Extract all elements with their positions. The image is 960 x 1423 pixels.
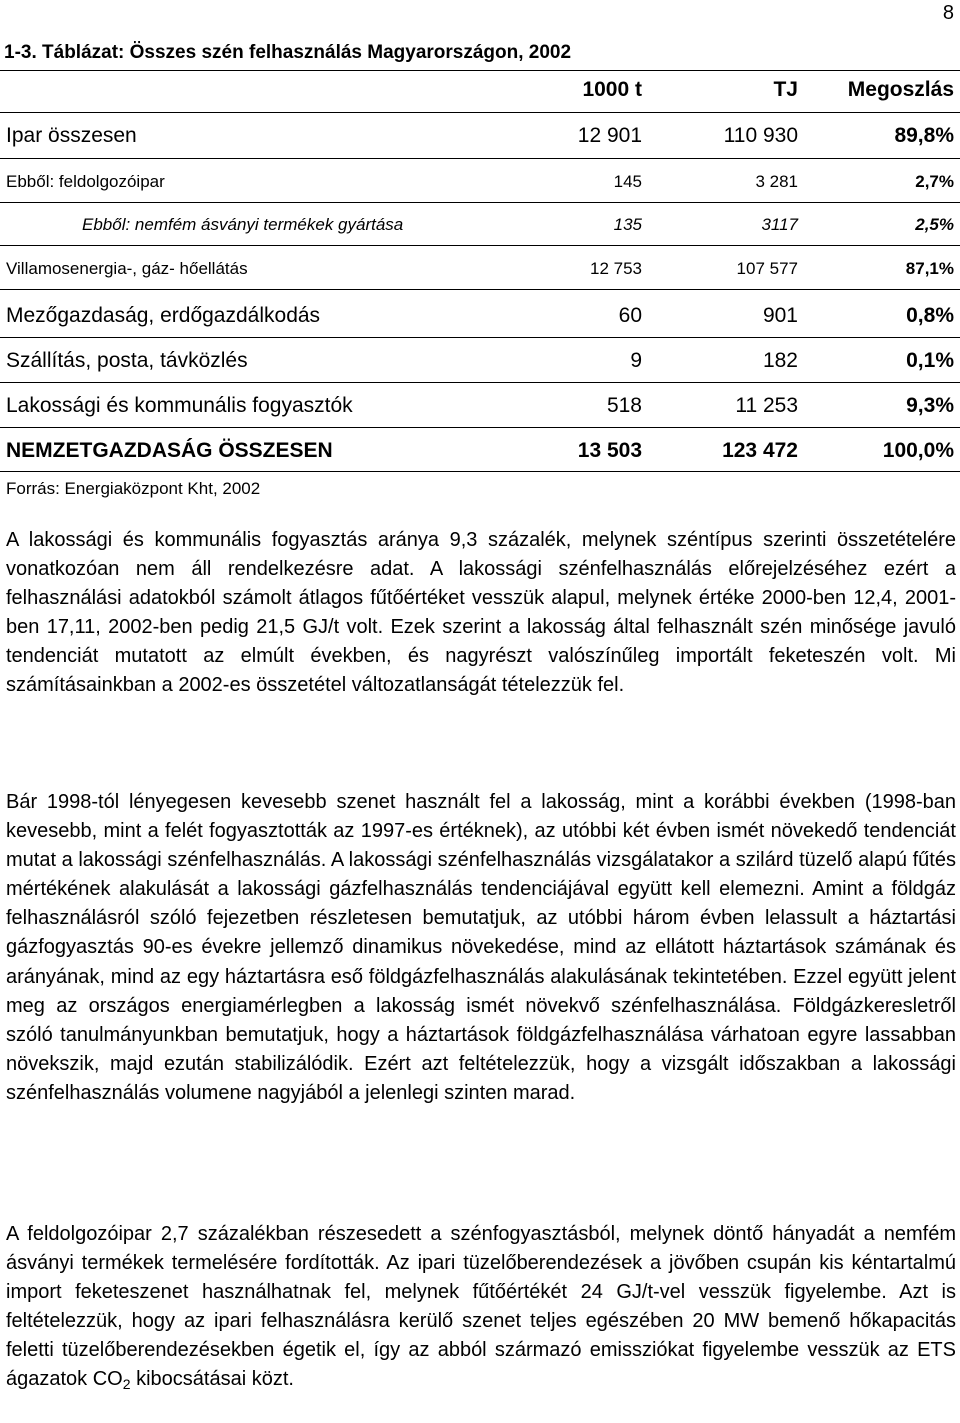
cell-share: 100,0% <box>882 439 954 462</box>
row-divider <box>0 382 960 383</box>
row-divider <box>0 158 960 159</box>
cell-tj: 182 <box>762 349 798 372</box>
row-label: Szállítás, posta, távközlés <box>6 349 248 372</box>
cell-1000t: 145 <box>613 172 642 191</box>
cell-1000t: 13 503 <box>577 439 642 462</box>
table-row <box>0 172 960 202</box>
table-row <box>0 349 960 379</box>
row-label: Villamosenergia-, gáz- hőellátás <box>6 259 248 278</box>
table-row <box>0 124 960 154</box>
table-row <box>0 394 960 424</box>
cell-tj: 3 281 <box>755 172 798 191</box>
cell-1000t: 12 901 <box>577 124 642 147</box>
cell-share: 0,8% <box>906 304 954 327</box>
cell-tj: 123 472 <box>722 439 798 462</box>
table-row <box>0 215 960 245</box>
row-divider <box>0 202 960 203</box>
cell-1000t: 60 <box>618 304 642 327</box>
col-header-tj: TJ <box>773 78 798 101</box>
cell-share: 89,8% <box>894 124 954 147</box>
paragraph-3-text: A feldolgozóipar 2,7 százalékban részesedett a szénfogyasztásból, melynek döntő hányadát a nemfém ásványi termékek termelésére fordították. Az ipari tüzelőberendezések a jövőben csupán kis kéntartalmú import feketeszenet használhatnak fel, melynek fűtőértékét 24 GJ/t-vel vesszük figyelembe. Azt is feltételezzük, hogy az ipari felhasználásra kerülő szenet teljes egészében 20 MW bemenő hőkapacitás feletti tüzelőberendezésekben égetik el, így az abból származó emissziókat figyelembe vesszük az ETS ágazatok CO <box>6 1223 956 1391</box>
row-label: Ebből: feldolgozóipar <box>6 172 165 191</box>
page-number: 8 <box>942 2 954 24</box>
table-caption: 1-3. Táblázat: Összes szén felhasználás Magyarországon, 2002 <box>4 42 572 63</box>
table-row-total <box>0 439 960 469</box>
cell-tj: 11 253 <box>735 394 798 417</box>
table-row <box>0 304 960 334</box>
cell-tj: 107 577 <box>736 259 798 278</box>
cell-share: 9,3% <box>906 394 954 417</box>
row-divider <box>0 427 960 428</box>
row-label: Ipar összesen <box>6 124 137 147</box>
cell-share: 2,5% <box>915 215 954 234</box>
row-divider <box>0 289 960 290</box>
cell-1000t: 135 <box>613 215 642 234</box>
cell-share: 0,1% <box>906 349 954 372</box>
paragraph-1: A lakossági és kommunális fogyasztás aránya 9,3 százalék, melynek széntípus szerinti összetételére vonatkozóan nem áll rendelkezésre adat. A lakossági szénfelhasználás előrejelzéséhez ezért a felhasználási adatokból számolt átlagos fűtőértéket vesszük alapul, melynek értéke 2000-ben 12,4, 2001-ben 17,11, 2002-ben pedig 21,5 GJ/t volt. Ezek szerint a lakosság által felhasznált szén minősége javuló tendenciát mutatott az elmúlt években, és nagyrészt valószínűleg importált feketeszén volt. Mi számításainkban a 2002-es összetétel változatlanságát tételezzük fel. <box>6 529 956 697</box>
paragraph-3-end: kibocsátásai közt. <box>130 1368 294 1391</box>
table-bottom-rule <box>0 471 960 472</box>
table-source: Forrás: Energiaközpont Kht, 2002 <box>6 479 261 498</box>
row-divider <box>0 337 960 338</box>
table-row <box>0 259 960 289</box>
cell-1000t: 518 <box>606 394 642 417</box>
cell-share: 87,1% <box>905 259 954 278</box>
table-header-rule <box>0 112 960 113</box>
col-header-1000t: 1000 t <box>582 78 642 101</box>
row-label: Mezőgazdaság, erdőgazdálkodás <box>6 304 321 327</box>
cell-tj: 901 <box>762 304 798 327</box>
row-divider <box>0 245 960 246</box>
row-label: NEMZETGAZDASÁG ÖSSZESEN <box>6 439 333 462</box>
col-header-share: Megoszlás <box>847 78 954 101</box>
cell-1000t: 9 <box>630 349 642 372</box>
cell-tj: 3117 <box>761 215 798 234</box>
table-header <box>0 78 960 108</box>
cell-tj: 110 930 <box>723 124 798 147</box>
table-top-rule <box>0 70 960 71</box>
cell-share: 2,7% <box>915 172 954 191</box>
paragraph-3 <box>6 1220 956 1395</box>
co2-subscript: 2 <box>122 1376 131 1393</box>
cell-1000t: 12 753 <box>590 259 642 278</box>
row-label: Ebből: nemfém ásványi termékek gyártása <box>82 215 404 234</box>
row-label: Lakossági és kommunális fogyasztók <box>6 394 353 417</box>
paragraph-2: Bár 1998-tól lényegesen kevesebb szenet használt fel a lakosság, mint a korábbi években (1998-ban kevesebb, mint a felét fogyasztották az 1997-es értéknek), az utóbbi két évben ismét növekedő tendenciát mutat a lakossági szénfelhasználás. A lakossági szénfelhasználás vizsgálatakor a szilárd tüzelő alapú fűtés mértékének alakulását a lakossági gázfelhasználás tendenciájával együtt kell elemezni. Amint a földgáz felhasználásról szóló fejezetben részletesen bemutatjuk, az utóbbi három évben lelassult a háztartási gázfogyasztás 90-es évekre jellemző dinamikus növekedése, mind az ellátott háztartások számának és arányának, mind az egy háztartásra eső földgázfelhasználás alakulásának tekintetében. Ezzel együtt jelent meg az országos energiamérlegben a lakosság ismét növekvő szénfelhasználása. Földgázkeresletről szóló tanulmányunkban bemutatjuk, hogy a háztartások földgázfelhasználása várhatoan egyre lassabban növekszik, majd ezután stabilizálódik. Ezért azt feltételezzük, hogy a vizsgált időszakban a lakossági szénfelhasználás volumene nagyjából a jelenlegi szinten marad. <box>6 791 956 1104</box>
